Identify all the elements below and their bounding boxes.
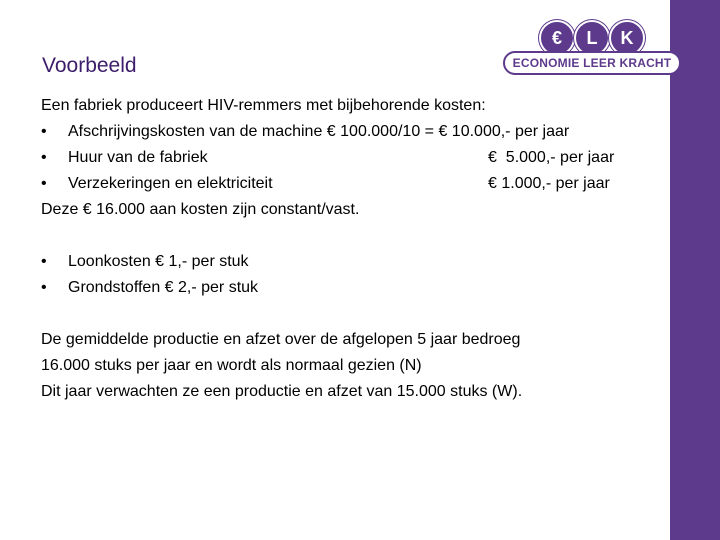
- variable-cost-label: Grondstoffen € 2,- per stuk: [68, 279, 259, 296]
- bullet-marker: •: [41, 175, 47, 192]
- spacer: [41, 301, 651, 327]
- variable-cost-item: [41, 275, 651, 301]
- intro-line: Een fabriek produceert HIV-remmers met bijbehorende kosten:: [41, 97, 486, 114]
- fixed-cost-item: [41, 119, 651, 145]
- paragraph-line: De gemiddelde productie en afzet over de afgelopen 5 jaar bedroeg: [41, 331, 521, 348]
- bullet-marker: •: [41, 123, 47, 140]
- variable-cost-label: Loonkosten € 1,- per stuk: [68, 253, 249, 270]
- logo-k-circle: K: [611, 22, 643, 54]
- economie-leer-kracht-logo: [503, 22, 683, 82]
- bullet-marker: •: [41, 149, 47, 166]
- bullet-marker: •: [41, 253, 47, 270]
- logo-l-circle: L: [576, 22, 608, 54]
- fixed-cost-item: [41, 171, 651, 197]
- fixed-cost-amount: € 1.000,- per jaar: [488, 175, 610, 192]
- fixed-cost-item: [41, 145, 651, 171]
- variable-cost-item: [41, 249, 651, 275]
- logo-euro-circle: €: [541, 22, 573, 54]
- spacer: [41, 223, 651, 249]
- paragraph-line: 16.000 stuks per jaar en wordt als normaal gezien (N): [41, 357, 422, 374]
- bullet-marker: •: [41, 279, 47, 296]
- slide-content: [41, 93, 651, 405]
- fixed-cost-amount: € 5.000,- per jaar: [488, 149, 615, 166]
- paragraph-line: Dit jaar verwachten ze een productie en afzet van 15.000 stuks (W).: [41, 383, 523, 400]
- fixed-summary-line: Deze € 16.000 aan kosten zijn constant/vast.: [41, 201, 360, 218]
- slide-title: Voorbeeld: [42, 54, 137, 77]
- fixed-cost-label: Huur van de fabriek: [68, 149, 208, 166]
- fixed-cost-label: Verzekeringen en elektriciteit: [68, 175, 273, 192]
- logo-band-text: ECONOMIE LEER KRACHT: [503, 51, 681, 75]
- fixed-cost-label: Afschrijvingskosten van de machine € 100.000/10 = € 10.000,- per jaar: [68, 123, 570, 140]
- logo-circles: [541, 22, 643, 54]
